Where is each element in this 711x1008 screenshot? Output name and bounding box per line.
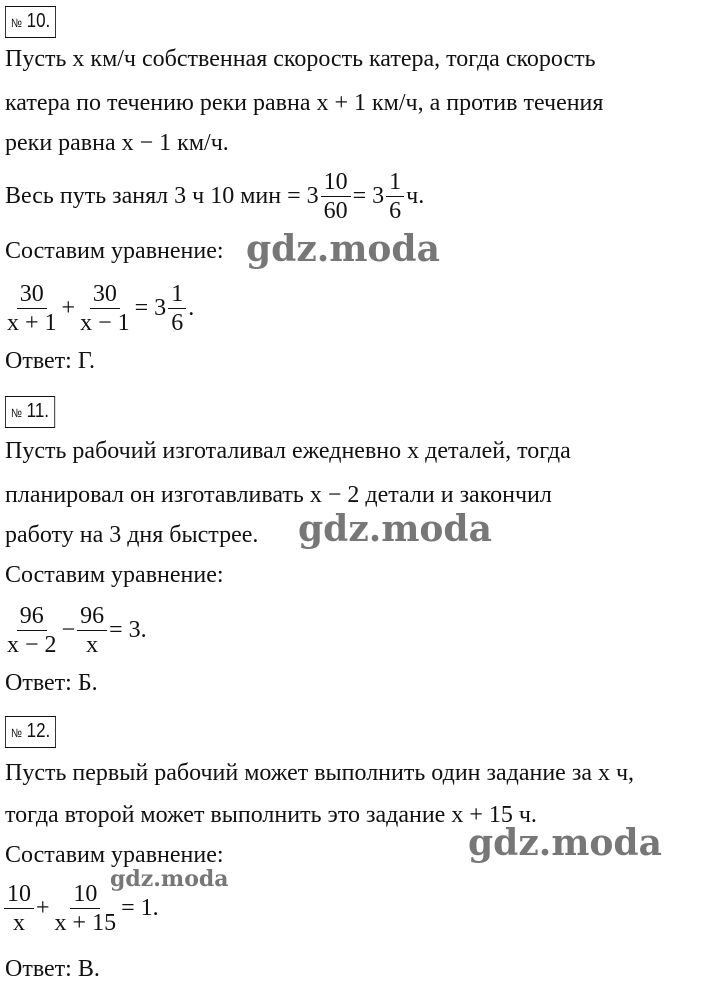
problem11-equation: $\frac{96}{x - 2}$ − $\frac{96}{x}$ = 3. xyxy=(7,603,147,658)
problem11-equation-label: Составим уравнение: xyxy=(5,562,224,588)
problem-number-11: № 11. xyxy=(5,396,55,428)
watermark-small: gdz.moda xyxy=(110,866,229,892)
watermark: gdz.moda xyxy=(246,228,440,270)
problem10-line1: Пусть x км/ч собственная скорость катера, тогда скорость xyxy=(5,46,596,72)
problem12-equation: $\frac{10}{x}$ + $\frac{10}{x + 15}$ = 1. xyxy=(2,880,159,937)
watermark: gdz.moda xyxy=(298,508,492,550)
problem12-line2: тогда второй может выполнить это задание x + 15 ч. xyxy=(5,802,537,828)
problem11-line2: планировал он изготавливать x − 2 детали и закончил xyxy=(5,482,552,508)
problem10-equation-label: Составим уравнение: xyxy=(5,238,224,264)
problem10-line2: катера по течению реки равна x + 1 км/ч, а против течения xyxy=(5,90,604,116)
problem10-time-line: Весь путь занял 3 ч 10 мин = 3 $\frac{10}{60}$ = 3 $\frac{1}{6}$ ч. xyxy=(5,169,425,224)
fraction-1-6: $\frac{1}{6}$ xyxy=(386,168,404,225)
problem10-answer: Ответ: Г. xyxy=(5,348,95,374)
problem11-line3: работу на 3 дня быстрее. xyxy=(5,522,259,548)
problem12-equation-label: Составим уравнение: xyxy=(5,842,224,868)
problem10-equation: $\frac{30}{x + 1}$ + $\frac{30}{x - 1}$ = 3 $\frac{1}{6}$ . xyxy=(7,281,195,336)
problem-number-12: № 12. xyxy=(5,716,56,748)
problem11-line1: Пусть рабочий изготаливал ежедневно x деталей, тогда xyxy=(5,438,571,464)
problem10-line3: реки равна x − 1 км/ч. xyxy=(5,130,229,156)
fraction-10-60: $\frac{10}{60}$ xyxy=(321,168,351,225)
problem-number-10: № 10. xyxy=(5,6,56,38)
problem12-answer: Ответ: В. xyxy=(5,956,100,982)
watermark: gdz.moda xyxy=(468,822,662,864)
problem11-answer: Ответ: Б. xyxy=(5,670,98,696)
problem12-line1: Пусть первый рабочий может выполнить один задание за x ч, xyxy=(5,760,635,786)
